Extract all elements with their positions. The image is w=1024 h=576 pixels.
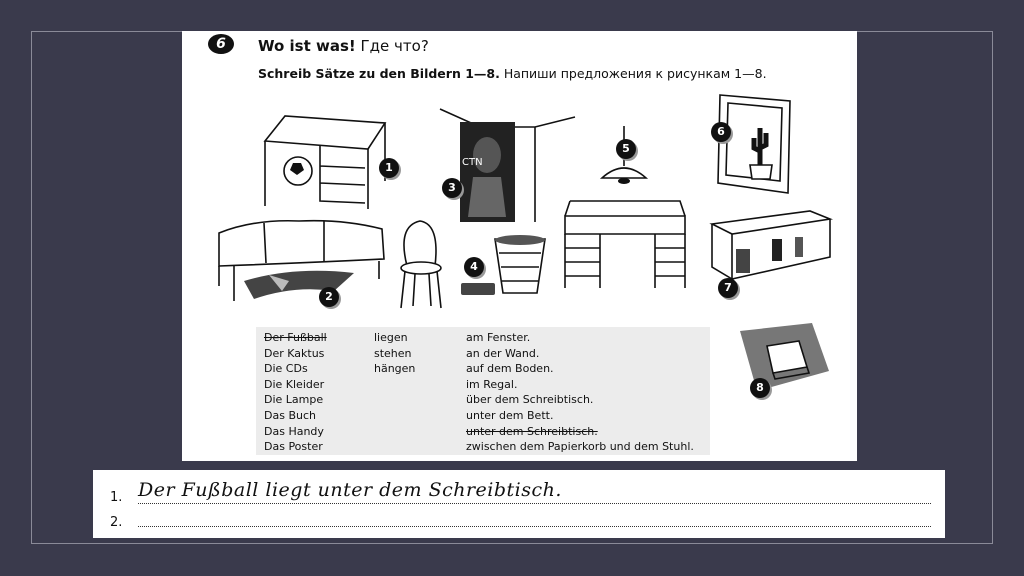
subject-item: Die Kleider xyxy=(264,377,325,391)
exercise-number-badge: 6 xyxy=(208,34,234,54)
verb-item: stehen xyxy=(374,346,412,360)
subjects-column xyxy=(264,330,327,455)
subject-item: Die CDs xyxy=(264,362,308,376)
verb-item: liegen xyxy=(374,331,408,344)
textbook-page xyxy=(182,31,857,461)
chair-illustration xyxy=(395,216,450,311)
answer-number-2: 2. xyxy=(110,515,123,530)
picture-number-2: 2 xyxy=(319,287,339,307)
answer-line-1 xyxy=(138,503,931,504)
instruction-russian: Напиши предложения к рисункам 1—8. xyxy=(503,66,767,81)
subject-item: Das Handy xyxy=(264,424,324,438)
bookshelf-with-cds-illustration xyxy=(710,209,835,284)
poster-text: CTN xyxy=(462,157,483,168)
picture-number-3: 3 xyxy=(442,178,462,198)
picture-number-6: 6 xyxy=(711,122,731,142)
place-item: unter dem Schreibtisch. xyxy=(466,424,598,438)
picture-number-7: 7 xyxy=(718,278,738,298)
subject-item: Das Buch xyxy=(264,408,316,422)
bed-with-clothes-illustration xyxy=(214,211,389,306)
subject-item: Die Lampe xyxy=(264,393,324,407)
window-with-cactus-illustration xyxy=(718,93,798,198)
title-russian: Где что? xyxy=(360,37,429,55)
verbs-column xyxy=(374,330,415,377)
places-column xyxy=(466,330,694,455)
answer-text-1: Der Fußball liegt unter dem Schreibtisch. xyxy=(138,479,562,501)
ceiling-lamp-illustration xyxy=(594,126,654,196)
place-item: an der Wand. xyxy=(466,346,540,360)
title-german: Wo ist was! xyxy=(258,37,356,55)
subject-item: Das Poster xyxy=(264,440,323,454)
answer-line-2 xyxy=(138,526,931,527)
picture-number-4: 4 xyxy=(464,257,484,277)
verb-item: hängen xyxy=(374,362,416,376)
answer-sheet xyxy=(93,470,945,538)
place-item: zwischen dem Papierkorb und dem Stuhl. xyxy=(466,440,694,454)
answer-number-1: 1. xyxy=(110,490,123,505)
desk-with-football-illustration xyxy=(260,111,390,211)
place-item: über dem Schreibtisch. xyxy=(466,393,594,407)
writing-desk-illustration xyxy=(560,196,700,291)
subject-item: Der Kaktus xyxy=(264,346,325,360)
exercise-instruction xyxy=(258,66,767,81)
wall-with-poster-illustration xyxy=(440,107,580,227)
place-item: im Regal. xyxy=(466,377,518,391)
picture-number-1: 1 xyxy=(379,158,399,178)
word-table xyxy=(256,327,710,455)
picture-number-8: 8 xyxy=(750,378,770,398)
instruction-german: Schreib Sätze zu den Bildern 1—8. xyxy=(258,66,500,81)
subject-item: Der Fußball xyxy=(264,331,327,344)
place-item: am Fenster. xyxy=(466,331,531,344)
picture-number-5: 5 xyxy=(616,139,636,159)
place-item: unter dem Bett. xyxy=(466,408,554,422)
exercise-title xyxy=(258,37,429,55)
place-item: auf dem Boden. xyxy=(466,362,554,376)
